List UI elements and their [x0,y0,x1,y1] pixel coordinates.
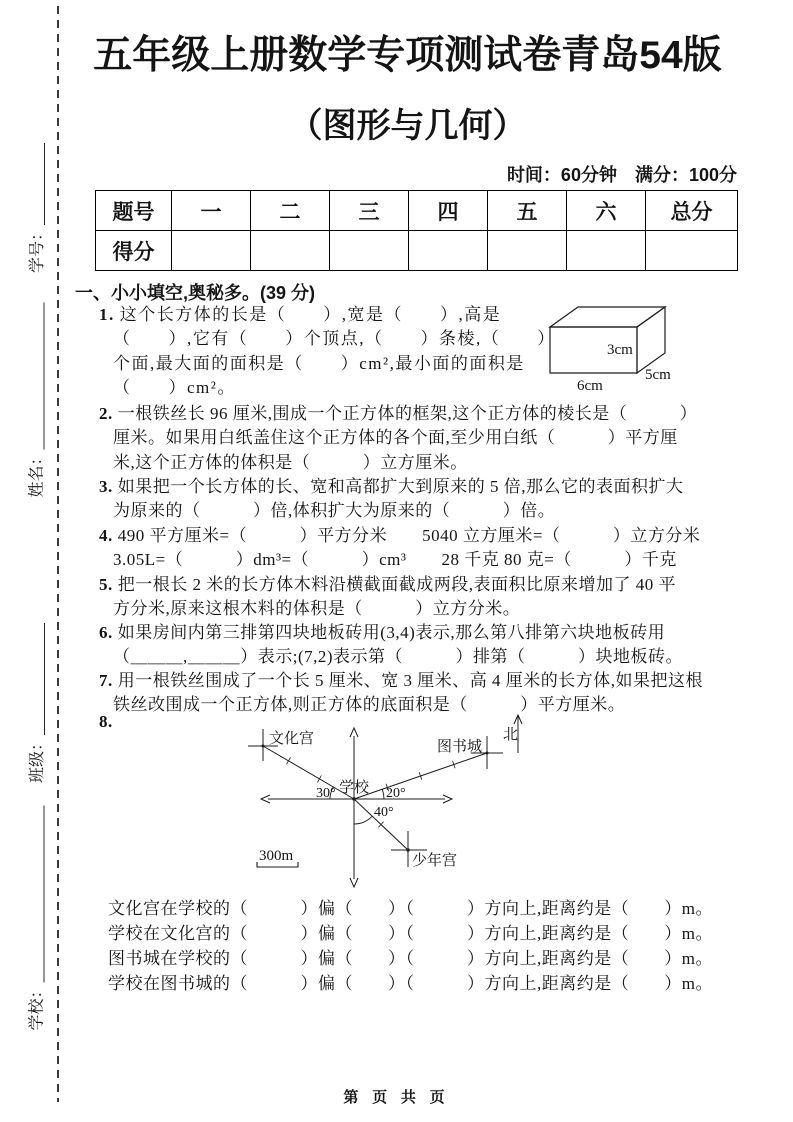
scale-label: 300m [259,848,294,864]
question-3 [99,475,684,524]
answer-line: 文化宫在学校的（ ）偏（ ）（ ）方向上,距离约是（ ）m。 [108,899,713,918]
question-4 [99,524,700,573]
question-line [99,669,703,693]
school-field [27,806,49,1031]
question-5-number: 5. [99,575,113,594]
page-footer: 第 页 共 页 [343,1090,450,1106]
question-line [99,303,556,327]
question-7-text: 用一根铁丝围成了一个长 5 厘米、宽 3 厘米、高 4 厘米的长方体,如果把这根 [117,671,703,690]
school-blank [44,806,45,983]
question-line: 米,这个正方体的体积是（ ）立方厘米。 [113,452,468,472]
class-label: 班级： [29,734,46,783]
question-2-text: 一根铁丝长 96 厘米,围成一个正方体的框架,这个正方体的棱长是（ ） [117,404,698,423]
student-id-blank [44,143,45,225]
question-line: 为原来的（ ）倍,体积扩大为原来的（ ）倍。 [113,501,556,521]
question-7-number: 7. [99,671,113,690]
question-line: 铁丝改围成一个正方体,则正方体的底面积是（ ）平方厘米。 [113,695,626,715]
question-6-text: 如果房间内第三排第四块地板砖用(3,4)表示,那么第八排第六块地板砖用 [117,623,666,642]
question-line: （＿＿＿,＿＿＿）表示;(7,2)表示第（ ）排第（ ）块地板砖。 [113,647,684,667]
answer-line: 图书城在学校的（ ）偏（ ）（ ）方向上,距离约是（ ）m。 [108,949,713,968]
header-col-1: 一 [172,191,251,231]
angle-40-label: 40° [374,805,394,820]
student-name-blank [44,303,45,450]
score-cell [172,231,251,271]
score-cell [646,231,738,271]
header-question-no: 题号 [96,191,172,231]
score-cell [567,231,646,271]
question-1 [99,303,556,401]
page-title: 五年级上册数学专项测试卷青岛54版 [93,34,722,77]
cuboid-drawing [545,297,740,395]
header-col-2: 二 [251,191,330,231]
question-5-text: 把一根长 2 米的长方体木料沿横截面截成两段,表面积比原来增加了 40 平 [117,575,676,594]
section-1-title: 一、小小填空,奥秘多。(39 分) [75,283,316,303]
student-id-label: 学号： [29,224,46,273]
youth-palace-label: 少年宫 [412,853,458,869]
culture-palace-label: 文化宫 [269,731,315,747]
book-city-label: 图书城 [437,739,483,755]
question-line: 方分米,原来这根木料的体积是（ ）立方分米。 [113,599,521,619]
question-line: （ ）,它有（ ）个顶点,（ ）条棱,（ ） [113,329,556,349]
direction-map-drawing [240,703,540,895]
question-line [99,402,697,426]
cuboid-length-label: 6cm [577,378,603,394]
cuboid-depth-label: 5cm [645,367,671,383]
direction-map-figure [240,703,540,900]
angle-30-label: 30° [316,786,336,801]
score-table [95,190,738,271]
question-4-number: 4. [99,526,113,545]
question-6 [99,621,683,670]
question-line: 个面,最大面的面积是（ ）cm²,最小面的面积是 [113,353,525,373]
score-table-score-row [96,231,738,271]
angle-20-label: 20° [386,786,406,801]
header-col-4: 四 [409,191,488,231]
time-and-score-info: 时间：60分钟 满分：100分 [506,165,737,185]
question-1-number: 1. [99,305,115,324]
fold-dashed-line [57,6,59,1102]
score-table-header-row [96,191,738,231]
score-cell [251,231,330,271]
question-6-number: 6. [99,623,113,642]
north-label: 北 [503,727,519,743]
question-line: 厘米。如果用白纸盖住这个正方体的各个面,至少用白纸（ ）平方厘 [113,428,678,448]
student-name-field [27,303,49,498]
question-line [99,621,683,645]
question-2-number: 2. [99,404,113,423]
answer-line: 学校在图书城的（ ）偏（ ）（ ）方向上,距离约是（ ）m。 [108,974,713,993]
score-cell [409,231,488,271]
cuboid-height-label: 3cm [607,342,633,358]
question-8-answer-lines [108,896,713,996]
header-col-6: 六 [567,191,646,231]
student-name-label: 姓名： [28,449,46,498]
class-field [27,623,49,783]
question-3-number: 3. [99,477,113,496]
header-total: 总分 [646,191,738,231]
school-label: 学校： [28,982,46,1031]
cuboid-figure [545,297,740,400]
question-line [99,475,684,499]
question-8 [99,710,118,734]
question-1-text: 这个长方体的长是（ ）,宽是（ ）,高是 [119,305,502,324]
page-subtitle: （图形与几何） [288,107,527,145]
header-col-3: 三 [330,191,409,231]
question-8-number: 8. [99,712,113,731]
question-2 [99,402,697,475]
student-id-field [27,143,49,273]
question-line: 3.05L=（ ）dm³=（ ）cm³ 28 千克 80 克=（ ）千克 [113,550,677,570]
question-line: （ ）cm²。 [113,378,236,398]
score-cell [488,231,567,271]
question-line [99,710,118,734]
answer-line: 学校在文化宫的（ ）偏（ ）（ ）方向上,距离约是（ ）m。 [108,924,713,943]
header-col-5: 五 [488,191,567,231]
question-line [99,524,700,548]
question-4-text: 490 平方厘米=（ ）平方分米 5040 立方厘米=（ ）立方分米 [117,526,701,545]
score-row-label: 得分 [96,231,172,271]
question-line [99,573,676,597]
question-5 [99,573,676,622]
score-cell [330,231,409,271]
class-blank [44,623,45,735]
school-label: 学校 [339,780,370,796]
question-3-text: 如果把一个长方体的长、宽和高都扩大到原来的 5 倍,那么它的表面积扩大 [117,477,684,496]
